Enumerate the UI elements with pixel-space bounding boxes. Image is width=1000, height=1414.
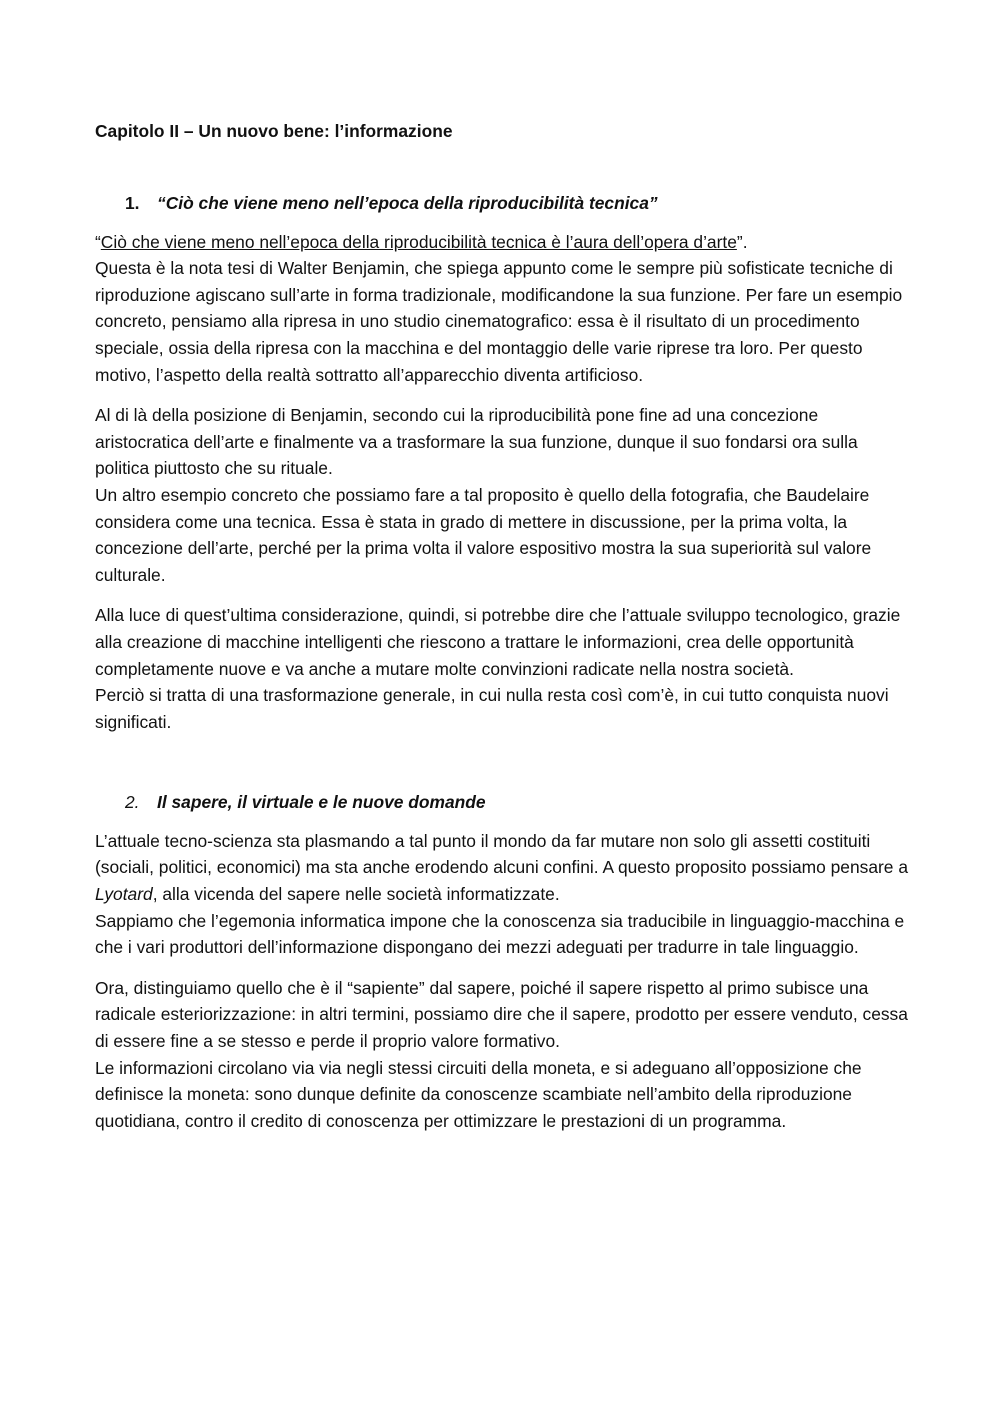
paragraph-text: Le informazioni circolano via via negli stessi circuiti della moneta, e si adeguano all’opposizione che definisce la moneta: sono dunque definite da conoscenze scambiate nell’ambito della riproduzione quotidiana, contro il credito di conoscenza per ottimizzare le prestazioni di un programma. — [95, 1057, 862, 1131]
paragraph-text: L’attuale tecno-scienza sta plasmando a tal punto il mondo da far mutare non solo gli assetti costituiti (sociali, politici, economici) ma sta anche erodendo alcuni confini. A questo proposito possiamo pensare a — [95, 830, 908, 878]
section-title: Il sapere, il virtuale e le nuove domande — [157, 792, 486, 813]
benjamin-quote: Ciò che viene meno nell’epoca della riproducibilità tecnica è l’aura dell’opera d’arte — [100, 231, 737, 252]
paragraph-text: Sappiamo che l’egemonia informatica impone che la conoscenza sia traducibile in linguaggio-macchina e che i vari produttori dell’informazione dispongano dei mezzi adeguati per tradurre in tale linguaggio. — [95, 910, 905, 958]
section-heading-2 — [95, 789, 910, 816]
paragraph — [95, 602, 910, 735]
lyotard-name: Lyotard — [95, 884, 153, 905]
paragraph-text: Questa è la nota tesi di Walter Benjamin, che spiega appunto come le sempre più sofisticate tecniche di riproduzione agiscano sull’arte in forma tradizionale, modificandone la sua funzione. Per fare un esempio concreto, pensiamo alla ripresa in uno studio cinematografico: essa è il risultato di un procedimento speciale, ossia della ripresa con la macchina e del montaggio delle varie riprese tra loro. Per questo motivo, l’aspetto della realtà sottratto all’apparecchio diventa artificioso. — [95, 258, 903, 385]
paragraph-text: Ora, distinguiamo quello che è il “sapiente” dal sapere, poiché il sapere rispetto al primo subisce una radicale esteriorizzazione: in altri termini, possiamo dire che il sapere, prodotto per essere venduto, cessa di essere fine a se stesso e perde il proprio valore formativo. — [95, 977, 908, 1052]
section-heading-1 — [95, 190, 910, 217]
paragraph-text: , alla vicenda del sapere nelle società informatizzate. — [152, 884, 560, 905]
section-number: 1. — [125, 193, 140, 213]
paragraph — [95, 402, 910, 588]
paragraph — [95, 229, 910, 389]
paragraph-text: Un altro esempio concreto che possiamo fare a tal proposito è quello della fotografia, che Baudelaire considera come una tecnica. Essa è stata in grado di mettere in discussione, per la prima volta, la concezione dell’arte, perché per la prima volta il valore espositivo mostra la sua superiorità sul valore culturale. — [95, 484, 872, 585]
paragraph — [95, 828, 910, 961]
paragraph — [95, 975, 910, 1135]
document-page — [95, 118, 910, 1134]
paragraph-text: Perciò si tratta di una trasformazione generale, in cui nulla resta così com’è, in cui tutto conquista nuovi significati. — [95, 685, 889, 732]
quote-close: ”. — [736, 231, 748, 252]
paragraph-text: Alla luce di quest’ultima considerazione, quindi, si potrebbe dire che l’attuale sviluppo tecnologico, grazie alla creazione di macchine intelligenti che riescono a trattare le informazioni, crea delle opportunità completamente nuove e va anche a mutare molte convinzioni radicate nella nostra società. — [95, 605, 901, 679]
paragraph-text: Al di là della posizione di Benjamin, secondo cui la riproducibilità pone fine ad una concezione aristocratica dell’arte e finalmente va a trasformare la sua funzione, dunque il suo fondarsi ora sulla politica piuttosto che su rituale. — [95, 405, 858, 479]
spacer — [95, 146, 910, 190]
chapter-title: Capitolo II – Un nuovo bene: l’informazione — [95, 121, 453, 141]
quote-open: “ — [95, 231, 101, 252]
section-title: “Ciò che viene meno nell’epoca della riproducibilità tecnica” — [157, 193, 658, 213]
section-number: 2. — [125, 792, 140, 813]
